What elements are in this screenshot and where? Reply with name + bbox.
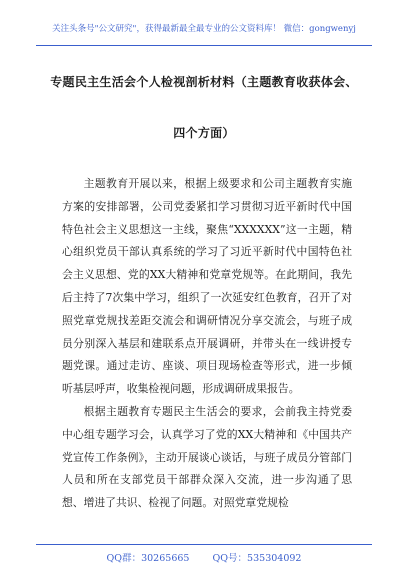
footer: [0, 550, 408, 564]
footer-divider: [36, 544, 372, 545]
header-divider: [36, 45, 372, 46]
body-paragraph: 主题教育开展以来，根据上级要求和公司主题教育实施方案的安排部署，公司党委紧扣学习贯彻习近平新时代中国特色社会主义思想这一主线，聚焦“XXXXXX”这一主题，精心组织党员干部认真系统的学习了习近平新时代中国特色社会主义思想、党的XX大精神和党章党规等。在此期间，我先后主持了7次集中学习，组织了一次延安红色教育，召开了对照党章党规找差距交流会和调研情况分享交流会，与班子成员分别深入基层和建联系点开展调研，并带头在一线讲授专题党课。通过走访、座谈、项目现场检查等形式，进一步倾听基层呼声，收集检视问题，形成调研成果报告。: [62, 177, 352, 396]
header-banner: 关注头条号"公文研究"，获得最新最全最专业的公文资料库！ 微信：gongwenyj: [52, 24, 356, 34]
body-paragraph: 根据主题教育专题民主生活会的要求，会前我主持党委中心组专题学习会，认真学习了党的XX大精神和《中国共产党宣传工作条例》，主动开展谈心谈话，与班子成员分管部门人员和所在支部党员干部群众深入交流，进一步沟通了思想、增进了共识、检视了问题。对照党章党规检: [62, 404, 352, 510]
document-title-line-2: 四个方面）: [173, 126, 235, 140]
document-body: [62, 173, 352, 515]
footer-qq-group: QQ群：30265665: [106, 553, 190, 564]
footer-qq-number: QQ号：535304092: [212, 553, 302, 564]
document-title-line-1: 专题民主生活会个人检视剖析材料（主题教育收获体会、: [50, 75, 358, 89]
